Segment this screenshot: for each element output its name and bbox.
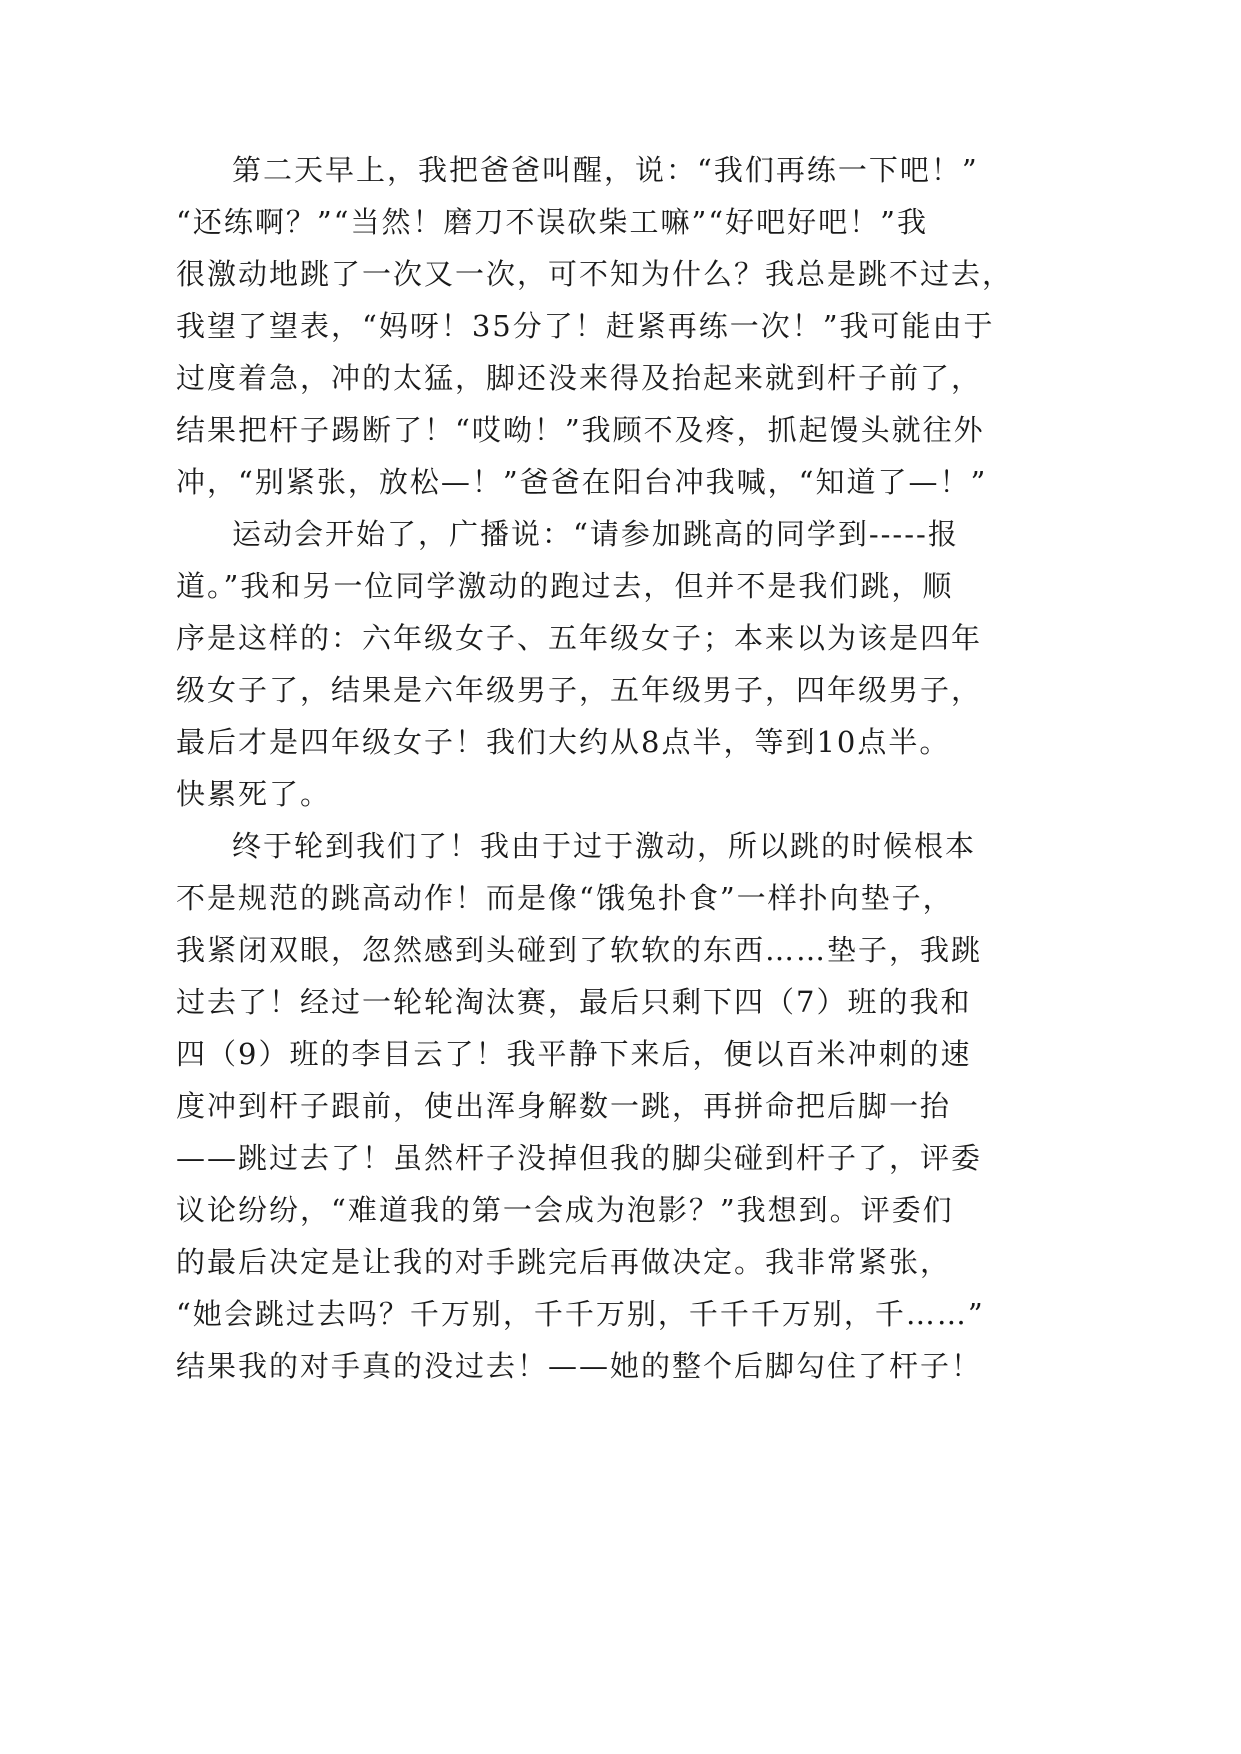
text-line: 运动会开始了，广播说：“请参加跳高的同学到-----报 (232, 517, 959, 551)
text-line: 的最后决定是让我的对手跳完后再做决定。我非常紧张， (176, 1245, 952, 1279)
text-line: 结果把杆子踢断了！“哎呦！”我顾不及疼，抓起馒头就往外 (176, 413, 985, 447)
text-line: 序是这样的：六年级女子、五年级女子；本来以为该是四年 (176, 621, 983, 655)
text-line: “还练啊？”“当然！磨刀不误砍柴工嘛”“好吧好吧！”我 (176, 205, 928, 239)
text-line: “她会跳过去吗？千万别，千千万别，千千千万别，千……” (176, 1297, 985, 1331)
text-line: ——跳过去了！虽然杆子没掉但我的脚尖碰到杆子了，评委 (176, 1141, 983, 1175)
text-line: 终于轮到我们了！我由于过于激动，所以跳的时候根本 (232, 829, 977, 863)
text-line: 结果我的对手真的没过去！——她的整个后脚勾住了杆子！ (176, 1349, 983, 1383)
text-line: 快累死了。 (176, 777, 332, 811)
text-line: 很激动地跳了一次又一次，可不知为什么？我总是跳不过去， (176, 257, 1014, 291)
text-line: 我望了望表，“妈呀！35分了！赶紧再练一次！”我可能由于 (176, 309, 995, 343)
text-line: 最后才是四年级女子！我们大约从8点半，等到10点半。 (176, 725, 951, 759)
text-line: 不是规范的跳高动作！而是像“饿兔扑食”一样扑向垫子， (176, 881, 954, 915)
text-line: 过度着急，冲的太猛，脚还没来得及抬起来就到杆子前了， (176, 361, 983, 395)
text-line: 议论纷纷，“难道我的第一会成为泡影？”我想到。评委们 (176, 1193, 954, 1227)
text-line: 级女子了，结果是六年级男子，五年级男子，四年级男子， (176, 673, 983, 707)
text-line: 度冲到杆子跟前，使出浑身解数一跳，再拼命把后脚一抬 (176, 1089, 952, 1123)
text-line: 冲，“别紧张，放松—！”爸爸在阳台冲我喊，“知道了—！” (176, 465, 988, 499)
text-line: 第二天早上，我把爸爸叫醒，说：“我们再练一下吧！” (232, 153, 979, 187)
text-line: 过去了！经过一轮轮淘汰赛，最后只剩下四（7）班的我和 (176, 985, 972, 1019)
text-line: 道。”我和另一位同学激动的跑过去，但并不是我们跳，顺 (176, 569, 954, 603)
text-line: 我紧闭双眼，忽然感到头碰到了软软的东西……垫子，我跳 (176, 933, 983, 967)
text-line: 四（9）班的李目云了！我平静下来后，便以百米冲刺的速 (176, 1037, 972, 1071)
